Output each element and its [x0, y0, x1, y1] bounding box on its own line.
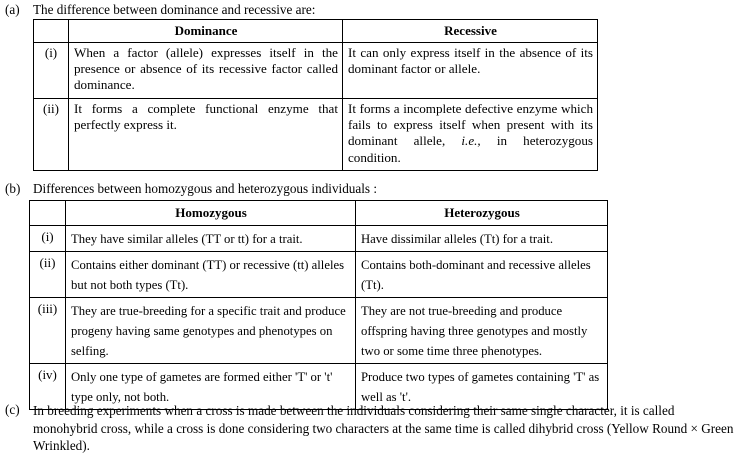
row-index: (ii) [30, 252, 66, 298]
table-homozygous-heterozygous [29, 200, 608, 410]
section-c-text: In breeding experiments when a cross is made between the individuals considering their same single character, it is called monohybrid cross, while a cross is done considering two characters at the same time is called dihybrid cross (Yellow Round × Green Wrinkled). [33, 403, 734, 453]
cell-text-part1: It forms a incomplete defective enzyme which fails to express itself when present with its dominant allele, [348, 101, 593, 149]
column-header-recessive: Recessive [343, 20, 598, 43]
column-header-heterozygous: Heterozygous [356, 201, 608, 226]
row-index: (iii) [30, 298, 66, 364]
cell-heterozygous: Contains both-dominant and recessive alleles (Tt). [356, 252, 608, 298]
column-header-dominance: Dominance [69, 20, 343, 43]
section-b-marker: (b) [5, 181, 21, 196]
column-header-index [34, 20, 69, 43]
section-c-marker: (c) [5, 402, 20, 417]
cell-text-italic: i.e., [461, 133, 481, 149]
table-row [34, 99, 598, 171]
cell-homozygous: They have similar alleles (TT or tt) for a trait. [66, 226, 356, 252]
row-index: (i) [30, 226, 66, 252]
row-index: (iv) [30, 364, 66, 410]
section-b-intro: Differences between homozygous and heterozygous individuals : [33, 181, 378, 196]
cell-recessive: It can only express itself in the absence of its dominant factor or allele. [343, 43, 598, 99]
cell-homozygous: Contains either dominant (TT) or recessive (tt) alleles but not both types (Tt). [66, 252, 356, 298]
table-row [30, 226, 608, 252]
table-row [34, 20, 598, 43]
cell-heterozygous: Produce two types of gametes containing 'T' as well as 't'. [356, 364, 608, 410]
section-a-marker: (a) [5, 2, 20, 17]
section-c [0, 402, 734, 455]
section-a-intro: The difference between dominance and recessive are: [33, 2, 316, 17]
table-row [30, 298, 608, 364]
cell-recessive [343, 99, 598, 171]
column-header-homozygous: Homozygous [66, 201, 356, 226]
cell-homozygous: Only one type of gametes are formed either 'T' or 't' type only, not both. [66, 364, 356, 410]
table-dominance-recessive [33, 19, 598, 171]
cell-text-part2: in heterozygous condition. [348, 133, 593, 165]
column-header-index [30, 201, 66, 226]
row-index: (ii) [34, 99, 69, 171]
cell-heterozygous: They are not true-breeding and produce offspring having three genotypes and mostly two or some time three phenotypes. [356, 298, 608, 364]
cell-dominance: It forms a complete functional enzyme that perfectly express it. [69, 99, 343, 171]
cell-homozygous: They are true-breeding for a specific trait and produce progeny having same genotypes and phenotypes on selfing. [66, 298, 356, 364]
section-a [0, 2, 700, 18]
cell-heterozygous: Have dissimilar alleles (Tt) for a trait. [356, 226, 608, 252]
table-row [30, 252, 608, 298]
cell-dominance: When a factor (allele) expresses itself in the presence or absence of its recessive factor called dominance. [69, 43, 343, 99]
section-b [0, 181, 700, 197]
table-row [34, 43, 598, 99]
table-row [30, 201, 608, 226]
row-index: (i) [34, 43, 69, 99]
